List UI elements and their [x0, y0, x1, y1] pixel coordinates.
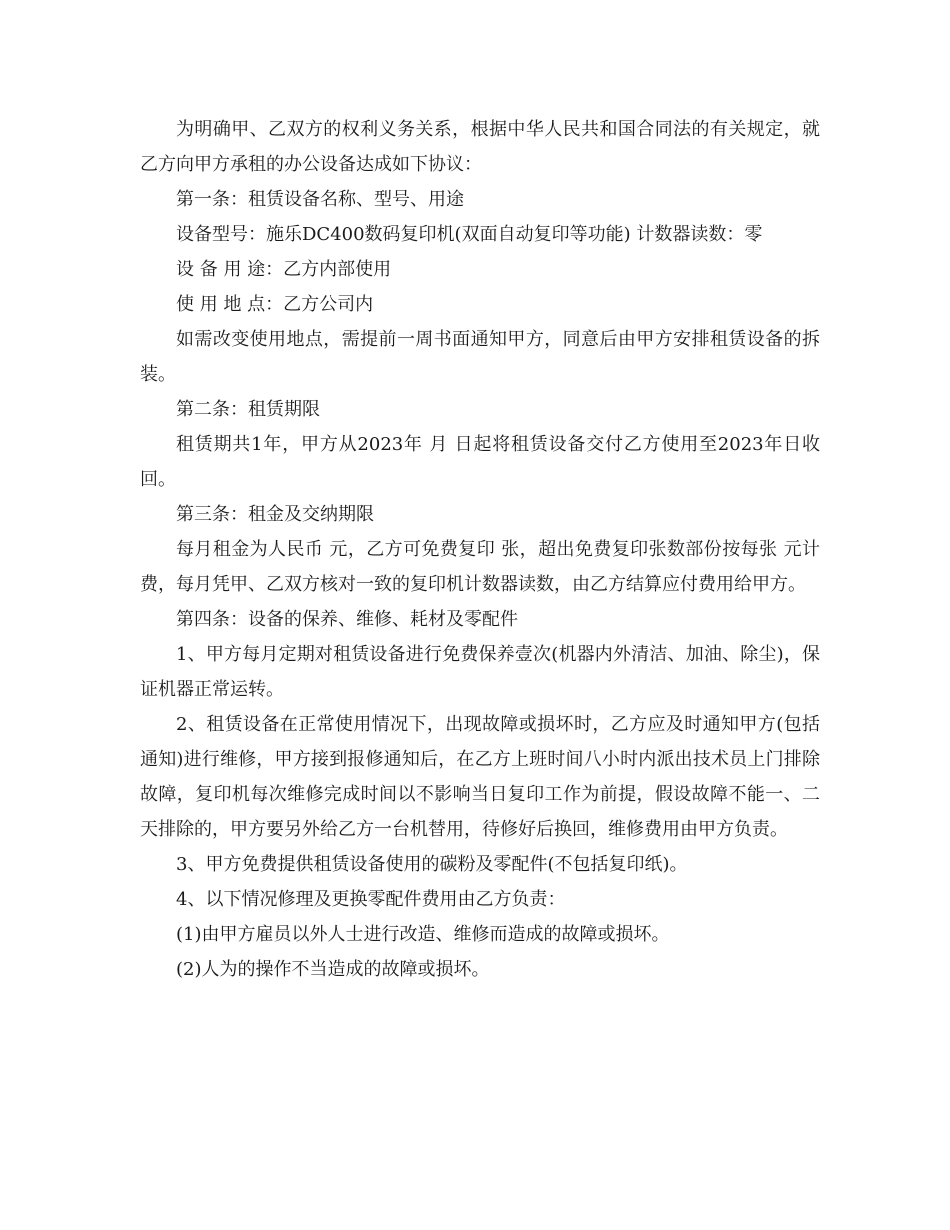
document-body: [140, 112, 820, 987]
paragraph-clause-3: 3、甲方免费提供租赁设备使用的碳粉及零配件(不包括复印纸)。: [176, 854, 688, 875]
paragraph-subclause-1: (1)由甲方雇员以外人士进行改造、维修而造成的故障或损坏。: [176, 924, 670, 945]
paragraph-device-use: 设 备 用 途：乙方内部使用: [176, 259, 392, 280]
paragraph-preamble: 为明确甲、乙双方的权利义务关系，根据中华人民共和国合同法的有关规定，就乙方向甲方承租的办公设备达成如下协议：: [140, 119, 820, 175]
paragraph-subclause-2: (2)人为的操作不当造成的故障或损坏。: [176, 959, 490, 980]
paragraph-clause-1: 1、甲方每月定期对租赁设备进行免费保养壹次(机器内外清洁、加油、除尘)，保证机器正常运转。: [140, 644, 820, 700]
article-3-heading: 第三条：租金及交纳期限: [176, 504, 374, 525]
article-2-heading: 第二条：租赁期限: [176, 399, 320, 420]
paragraph-clause-4: 4、以下情况修理及更换零配件费用由乙方负责：: [176, 889, 566, 910]
paragraph-relocation: 如需改变使用地点，需提前一周书面通知甲方，同意后由甲方安排租赁设备的拆装。: [140, 329, 820, 385]
paragraph-clause-2: 2、租赁设备在正常使用情况下，出现故障或损坏时，乙方应及时通知甲方(包括 通知)进行维修，甲方接到报修通知后，在乙方上班时间八小时内派出技术员上门排除故障，复印机每次维修完成时间以不影响当日复印工作为前提，假设故障不能一、二天排除的，甲方要另外给乙方一台机替用，待修好后换回，维修费用由甲方负责。: [140, 714, 820, 840]
paragraph-device-location: 使 用 地 点：乙方公司内: [176, 294, 374, 315]
paragraph-lease-term: 租赁期共1年，甲方从2023年 月 日起将租赁设备交付乙方使用至2023年日收回。: [140, 434, 820, 490]
article-4-heading: 第四条：设备的保养、维修、耗材及零配件: [176, 609, 518, 630]
article-1-heading: 第一条：租赁设备名称、型号、用途: [176, 189, 464, 210]
paragraph-device-model: 设备型号：施乐DC400数码复印机(双面自动复印等功能) 计数器读数：零: [176, 224, 763, 245]
paragraph-rent: 每月租金为人民币 元，乙方可免费复印 张，超出免费复印张数部份按每张 元计费，每月凭甲、乙双方核对一致的复印机计数器读数，由乙方结算应付费用给甲方。: [140, 539, 820, 595]
